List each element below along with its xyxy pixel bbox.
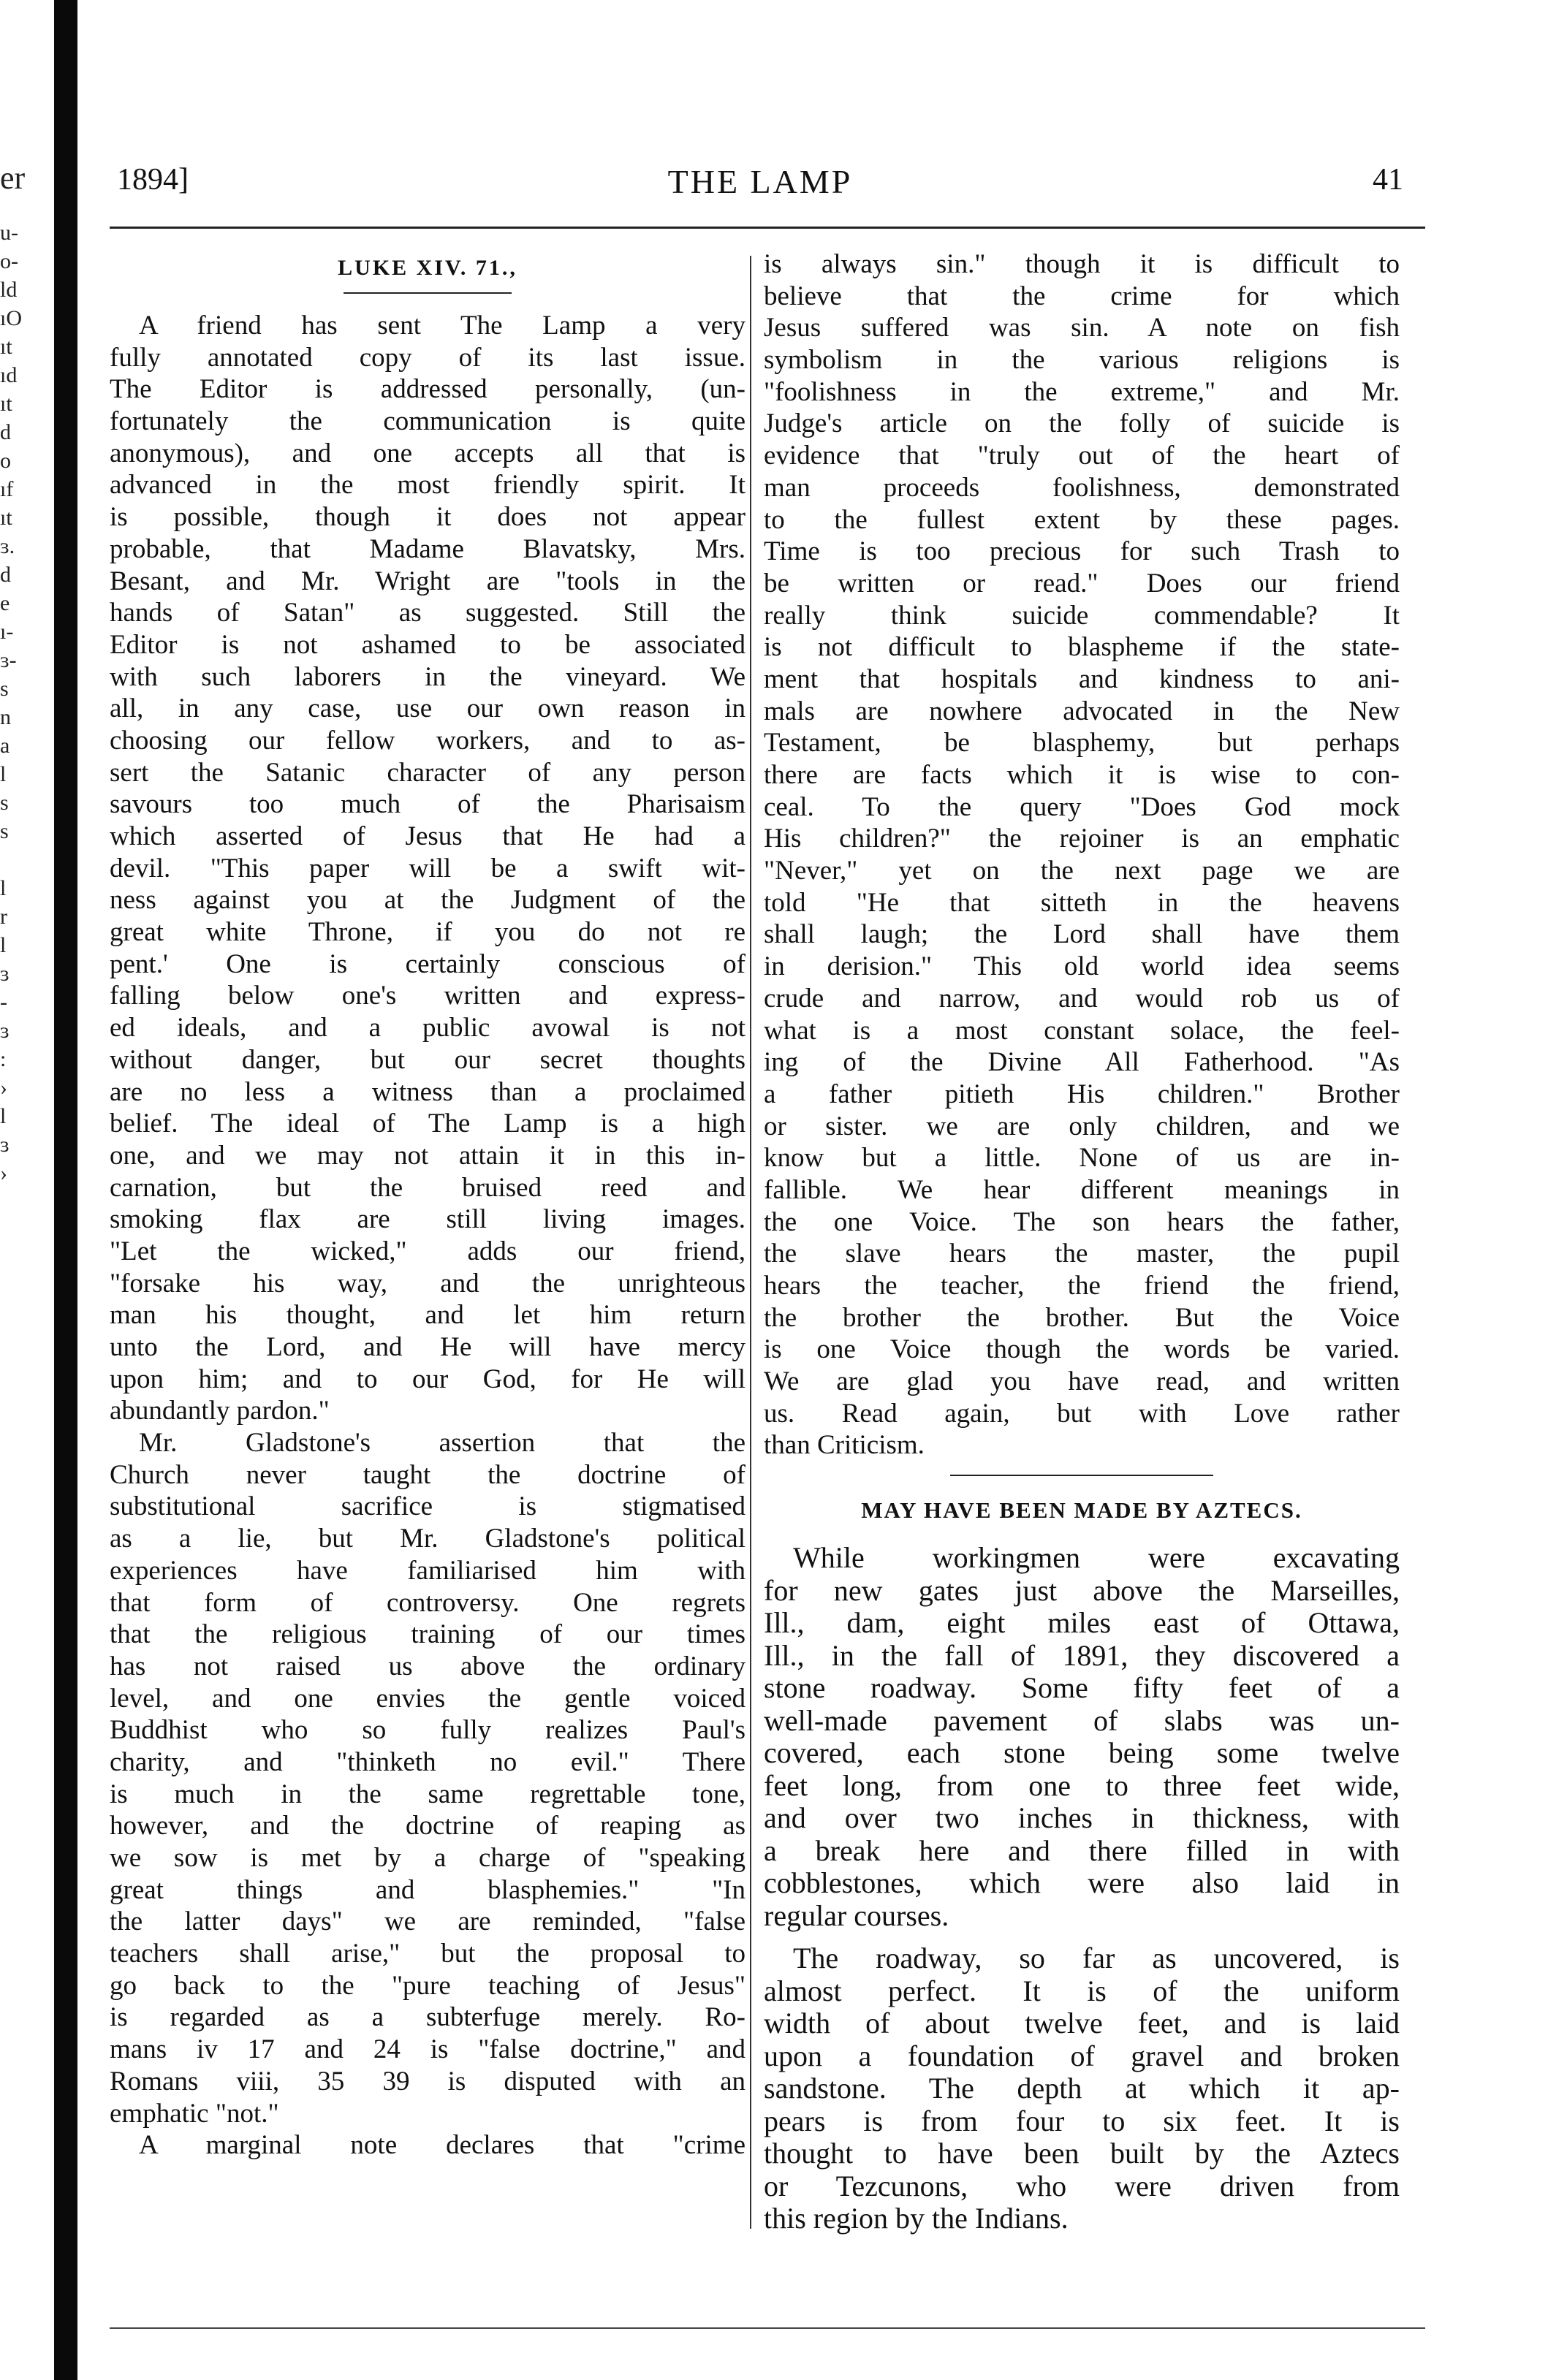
text-line: the slave hears the master, the pupil xyxy=(764,1239,1400,1269)
margin-fragment: s xyxy=(0,677,9,701)
article-1-title: LUKE XIV. 71., xyxy=(338,256,517,280)
right-column xyxy=(764,248,1400,2235)
text-line: us. Read again, but with Love rather xyxy=(764,1398,1400,1429)
text-line: shall laugh; the Lord shall have them xyxy=(764,919,1400,950)
text-line: sandstone. The depth at which it ap- xyxy=(764,2072,1400,2105)
left-column xyxy=(110,248,745,2162)
margin-fragment: › xyxy=(0,1076,7,1100)
text-line: crude and narrow, and would rob us of xyxy=(764,983,1400,1014)
text-line: that the religious training of our times xyxy=(110,1619,745,1650)
text-line: experiences have familiarised him with xyxy=(110,1555,745,1586)
text-line: well-made pavement of slabs was un- xyxy=(764,1703,1400,1737)
margin-fragment: o- xyxy=(0,249,18,273)
margin-fragment: - xyxy=(0,990,7,1014)
text-line: Buddhist who so fully realizes Paul's xyxy=(110,1715,745,1746)
text-line: While workingmen were excavating xyxy=(793,1541,1400,1575)
text-line: evidence that "truly out of the heart of xyxy=(764,441,1400,471)
text-line: ing of the Divine All Fatherhood. "As xyxy=(764,1047,1400,1078)
margin-fragment: ı- xyxy=(0,620,14,644)
margin-edge-word: er xyxy=(0,160,26,196)
margin-fragment: a xyxy=(0,734,10,758)
text-line: width of about twelve feet, and is laid xyxy=(764,2007,1400,2040)
text-line: level, and one envies the gentle voiced xyxy=(110,1683,745,1714)
text-line: charity, and "thinketh no evil." There xyxy=(110,1746,745,1777)
text-line: upon him; and to our God, for He will xyxy=(110,1364,745,1394)
text-line: know but a little. None of us are in- xyxy=(764,1143,1400,1174)
margin-fragment: ıt xyxy=(0,335,12,359)
text-line: man proceeds foolishness, demonstrated xyxy=(764,472,1400,503)
margin-fragment: u- xyxy=(0,221,18,245)
text-line: and over two inches in thickness, with xyxy=(764,1801,1400,1835)
text-line: as a lie, but Mr. Gladstone's political xyxy=(110,1524,745,1554)
margin-fragment: ɜ xyxy=(0,1019,10,1043)
text-line: without danger, but our secret thoughts xyxy=(110,1044,745,1075)
text-line: pears is from four to six feet. It is xyxy=(764,2104,1400,2137)
text-line: "forsake his way, and the unrighteous xyxy=(110,1268,745,1299)
text-line: great white Throne, if you do not re xyxy=(110,917,745,948)
text-line: a break here and there filled in with xyxy=(764,1833,1400,1867)
header-year: 1894] xyxy=(117,163,189,197)
text-line: abundantly pardon." xyxy=(110,1396,330,1426)
page-header xyxy=(117,162,1403,210)
article-1-title-rule xyxy=(344,292,512,294)
text-line: or Tezcunons, who were driven from xyxy=(764,2169,1400,2202)
margin-fragment: l xyxy=(0,876,7,900)
text-line: that form of controversy. One regrets xyxy=(110,1587,745,1618)
text-line: cobblestones, which were also laid in xyxy=(764,1866,1400,1900)
text-line: there are facts which it is wise to con- xyxy=(764,760,1400,790)
text-line: is much in the same regrettable tone, xyxy=(110,1779,745,1809)
text-line: or sister. we are only children, and we xyxy=(764,1111,1400,1141)
text-line: is one Voice though the words be varied. xyxy=(764,1334,1400,1365)
text-line: Mr. Gladstone's assertion that the xyxy=(139,1428,745,1459)
text-line: has not raised us above the ordinary xyxy=(110,1651,745,1681)
text-line: regular courses. xyxy=(764,1898,949,1932)
text-line: is not difficult to blaspheme if the state- xyxy=(764,632,1400,663)
text-line: ed ideals, and a public avowal is not xyxy=(110,1013,745,1043)
margin-fragment: e xyxy=(0,591,10,615)
text-line: upon a foundation of gravel and broken xyxy=(764,2039,1400,2072)
margin-fragment: ɜ- xyxy=(0,648,17,672)
text-line: Church never taught the doctrine of xyxy=(110,1459,745,1490)
text-line: probable, that Madame Blavatsky, Mrs. xyxy=(110,533,745,564)
text-line: we sow is met by a charge of "speaking xyxy=(110,1843,745,1873)
text-line: Romans viii, 35 39 is disputed with an xyxy=(110,2066,745,2096)
margin-fragment: ıd xyxy=(0,363,18,387)
text-line: really think suicide commendable? It xyxy=(764,600,1400,631)
margin-fragment: ıO xyxy=(0,306,22,330)
margin-fragment: n xyxy=(0,705,11,729)
previous-page-margin xyxy=(0,132,51,1191)
text-line: A friend has sent The Lamp a very xyxy=(139,311,745,341)
text-line: anonymous), and one accepts all that is xyxy=(110,438,745,468)
text-line: The Editor is addressed personally, (un- xyxy=(110,374,745,405)
margin-fragment: ıt xyxy=(0,506,12,530)
margin-fragment: r xyxy=(0,905,7,929)
text-line: We are glad you have read, and written xyxy=(764,1366,1400,1397)
text-line: man his thought, and let him return xyxy=(110,1300,745,1331)
bottom-rule xyxy=(110,2327,1425,2329)
article-2-title: MAY HAVE BEEN MADE BY AZTECS. xyxy=(861,1497,1302,1524)
margin-fragment: s xyxy=(0,791,9,815)
text-line: one, and we may not attain it in this in- xyxy=(110,1140,745,1171)
text-line: be written or read." Does our friend xyxy=(764,568,1400,598)
text-line: teachers shall arise," but the proposal to xyxy=(110,1939,745,1969)
margin-fragment: s xyxy=(0,819,9,843)
text-line: His children?" the rejoiner is an emphatic xyxy=(764,824,1400,854)
text-line: hands of Satan" as suggested. Still the xyxy=(110,598,745,628)
section-break-rule xyxy=(950,1475,1213,1476)
text-line: falling below one's written and express- xyxy=(110,981,745,1011)
text-line: "foolishness in the extreme," and Mr. xyxy=(764,376,1400,407)
text-line: Time is too precious for such Trash to xyxy=(764,536,1400,567)
text-line: than Criticism. xyxy=(764,1430,925,1461)
text-line: a father pitieth His children." Brother xyxy=(764,1079,1400,1109)
text-line: are no less a witness than a proclaimed xyxy=(110,1076,745,1107)
text-line: to the fullest extent by these pages. xyxy=(764,504,1400,535)
text-line: the brother the brother. But the Voice xyxy=(764,1302,1400,1333)
text-line: which asserted of Jesus that He had a xyxy=(110,821,745,851)
margin-fragments xyxy=(0,218,51,1187)
text-line: carnation, but the bruised reed and xyxy=(110,1172,745,1203)
text-line: advanced in the most friendly spirit. It xyxy=(110,470,745,501)
text-line: "Never," yet on the next page we are xyxy=(764,856,1400,886)
margin-fragment: : xyxy=(0,1047,7,1071)
margin-fragment: ld xyxy=(0,278,18,302)
text-line: the latter days" we are reminded, "false xyxy=(110,1906,745,1937)
text-line: feet long, from one to three feet wide, xyxy=(764,1768,1400,1802)
text-line: great things and blasphemies." "In xyxy=(110,1874,745,1905)
text-line: Ill., dam, eight miles east of Ottawa, xyxy=(764,1606,1400,1640)
text-line: covered, each stone being some twelve xyxy=(764,1736,1400,1770)
text-line: Ill., in the fall of 1891, they discovered a xyxy=(764,1638,1400,1672)
text-line: belief. The ideal of The Lamp is a high xyxy=(110,1109,745,1139)
margin-fragment: l xyxy=(0,762,7,786)
text-line: savours too much of the Pharisaism xyxy=(110,789,745,820)
margin-fragment: d xyxy=(0,420,11,444)
text-line: mals are nowhere advocated in the New xyxy=(764,696,1400,726)
text-line: told "He that sitteth in the heavens xyxy=(764,887,1400,918)
text-line: believe that the crime for which xyxy=(764,281,1400,311)
margin-fragment: o xyxy=(0,449,11,473)
paragraph-gap xyxy=(764,1932,1400,1942)
page-number: 41 xyxy=(1373,163,1403,197)
text-line: the one Voice. The son hears the father, xyxy=(764,1206,1400,1237)
margin-fragment: ıt xyxy=(0,392,12,416)
text-line: Judge's article on the folly of suicide is xyxy=(764,408,1400,439)
text-line: almost perfect. It is of the uniform xyxy=(764,1974,1400,2007)
article-2-body xyxy=(764,1542,1400,2235)
text-line: this region by the Indians. xyxy=(764,2202,1069,2235)
text-line: stone roadway. Some fifty feet of a xyxy=(764,1671,1400,1705)
journal-title: THE LAMP xyxy=(667,163,853,200)
margin-fragment: ɜ xyxy=(0,962,10,986)
text-line: Editor is not ashamed to be associated xyxy=(110,629,745,660)
text-line: unto the Lord, and He will have mercy xyxy=(110,1332,745,1362)
text-line: however, and the doctrine of reaping as xyxy=(110,1811,745,1841)
text-line: Testament, be blasphemy, but perhaps xyxy=(764,728,1400,759)
text-line: is always sin." though it is difficult to xyxy=(764,249,1400,279)
text-line: sert the Satanic character of any person xyxy=(110,757,745,788)
margin-fragment: l xyxy=(0,1104,7,1128)
text-line: thought to have been built by the Aztecs xyxy=(764,2137,1400,2170)
text-line: ness against you at the Judgment of the xyxy=(110,885,745,916)
column-divider xyxy=(750,256,751,2229)
margin-fragment: › xyxy=(0,1161,7,1185)
text-line: symbolism in the various religions is xyxy=(764,345,1400,376)
text-line: emphatic "not." xyxy=(110,2098,279,2129)
text-line: devil. "This paper will be a swift wit- xyxy=(110,853,745,883)
text-line: substitutional sacrifice is stigmatised xyxy=(110,1491,745,1522)
text-line: is possible, though it does not appear xyxy=(110,502,745,533)
text-line: fully annotated copy of its last issue. xyxy=(110,342,745,373)
text-line: for new gates just above the Marseilles, xyxy=(764,1573,1400,1607)
text-line: Besant, and Mr. Wright are "tools in the xyxy=(110,566,745,596)
margin-fragment: l xyxy=(0,933,7,957)
text-line: all, in any case, use our own reason in xyxy=(110,693,745,724)
text-line: pent.' One is certainly conscious of xyxy=(110,948,745,979)
text-line: go back to the "pure teaching of Jesus" xyxy=(110,1970,745,2001)
margin-fragment: ɜ xyxy=(0,1133,10,1157)
article-1-body-right xyxy=(764,248,1400,1461)
text-line: fallible. We hear different meanings in xyxy=(764,1174,1400,1205)
binding-shadow xyxy=(54,0,77,2380)
margin-fragment: d xyxy=(0,563,11,587)
text-line: "Let the wicked," adds our friend, xyxy=(110,1236,745,1266)
text-line: hears the teacher, the friend the friend, xyxy=(764,1271,1400,1301)
text-line: is regarded as a subterfuge merely. Ro- xyxy=(110,2002,745,2033)
text-line: fortunately the communication is quite xyxy=(110,406,745,437)
text-line: with such laborers in the vineyard. We xyxy=(110,661,745,692)
text-line: A marginal note declares that "crime xyxy=(139,2130,745,2161)
text-line: The roadway, so far as uncovered, is xyxy=(793,1942,1400,1975)
text-line: in derision." This old world idea seems xyxy=(764,951,1400,982)
margin-fragment: ıf xyxy=(0,477,14,501)
margin-fragment: ɜ. xyxy=(0,534,15,558)
text-line: ment that hospitals and kindness to ani- xyxy=(764,664,1400,694)
text-line: ceal. To the query "Does God mock xyxy=(764,791,1400,822)
article-1-body-left xyxy=(110,310,745,2162)
margin-fragment xyxy=(0,845,51,874)
text-line: what is a most constant solace, the feel- xyxy=(764,1015,1400,1046)
text-line: choosing our fellow workers, and to as- xyxy=(110,725,745,756)
text-line: Jesus suffered was sin. A note on fish xyxy=(764,313,1400,343)
header-rule xyxy=(110,227,1425,229)
text-line: smoking flax are still living images. xyxy=(110,1204,745,1235)
text-line: mans iv 17 and 24 is "false doctrine," and xyxy=(110,2034,745,2065)
